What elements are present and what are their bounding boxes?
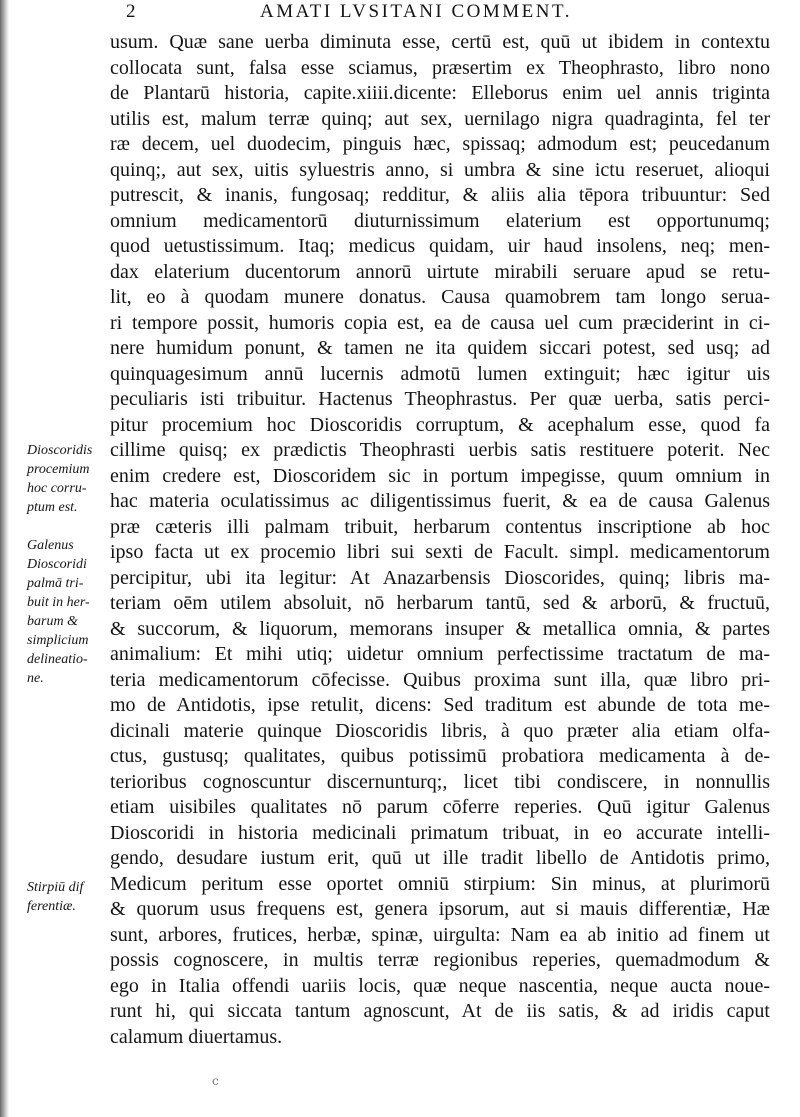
margin-note-line: delineatio-: [27, 652, 88, 667]
margin-note-line: ne.: [27, 671, 44, 686]
text-line: ctus, gustusq; qualitates, quibus potissimū probatiora medicamenta à de-: [110, 745, 770, 767]
margin-note-line: barum &: [27, 614, 78, 629]
text-line: putrescit, & inanis, fungosaq; redditur, & aliis alia tēpora tribuuntur: Sed: [110, 184, 770, 206]
margin-note-line: buit in her-: [27, 595, 90, 610]
text-line: mo de Antidotis, ipse retulit, dicens: Sed traditum est abunde de tota me-: [110, 694, 770, 716]
text-line: collocata sunt, falsa esse sciamus, præsertim ex Theophrasto, libro nono: [110, 56, 770, 79]
margin-note-galenus-palma: [27, 536, 107, 688]
text-line: terioribus cognoscuntur discernunturq;, licet tibi condiscere, in nonnullis: [110, 770, 770, 793]
text-line: Dioscoridi in historia medicinali primatum tribuat, in eo accurate intelli-: [110, 821, 770, 844]
running-head: AMATI LVSITANI COMMENT.: [260, 1, 572, 22]
text-line: pitur procemium hoc Dioscoridis corruptum, & acephalum esse, quod fa: [110, 413, 770, 436]
margin-note-line: Dioscoridi: [27, 557, 87, 572]
text-line: hac materia oculatissimus ac diligentissimus fuerit, & ea de causa Galenus: [110, 490, 770, 512]
text-line: utilis est, malum terræ quinq; aut sex, uernilago nigra quadraginta, fel ter: [110, 107, 770, 130]
binding-gutter-shadow: [0, 0, 9, 1117]
text-line: teria medicamentorum cōfecisse. Quibus proxima sunt illa, quæ libro pri-: [110, 668, 770, 691]
text-line: calamum diuertamus.: [110, 1025, 283, 1048]
margin-note-line: procemium: [27, 462, 90, 477]
text-line: teriam oēm utilem absoluit, nō herbarum tantū, sed & arborū, & fructuū,: [110, 592, 770, 614]
margin-note-line: Galenus: [27, 538, 74, 553]
text-line: possis cognoscere, in multis terræ regionibus reperies, quemadmodum &: [110, 949, 770, 971]
margin-note-line: ptum est.: [27, 500, 78, 515]
text-line: enim credere est, Dioscoridem sic in portum impegisse, quum omnium in: [110, 464, 770, 487]
margin-note-line: hoc corru-: [27, 481, 87, 496]
text-line: ri tempore possit, humoris copia est, ea de causa uel cum præciderint in ci-: [110, 311, 770, 334]
text-line: peculiaris isti tribuitur. Hactenus Theophrastus. Per quæ uerba, satis perci-: [110, 388, 770, 410]
text-line: de Plantarū historia, capite.xiiii.dicente: Elleborus enim uel annis triginta: [110, 82, 770, 104]
text-line: Medicum peritum esse oportet omniū stirpium: Sin minus, at plurimorū: [110, 872, 770, 895]
text-line: sunt, arbores, frutices, herbæ, spinæ, uirgulta: Nam ea ab initio ad finem ut: [110, 923, 770, 946]
text-line: ego in Italia offendi uariis locis, quæ neque nascentia, neque aucta noue-: [110, 974, 770, 997]
text-line: percipitur, ubi ita legitur: At Anazarbensis Dioscorides, quinq; libris ma-: [110, 566, 770, 589]
text-line: dax elaterium ducentorum annorū uirtute mirabili seruare apud se retu-: [110, 260, 770, 283]
text-line: lit, eo à quodam munere donatus. Causa quamobrem tam longo serua-: [110, 286, 770, 308]
margin-note-line: palmā tri-: [27, 576, 84, 591]
margin-note-line: Stirpiū dif: [27, 880, 84, 895]
stray-mark: c: [212, 1074, 219, 1088]
text-line: dicinali materie quinque Dioscoridis libris, à quo præter alia etiam olfa-: [110, 719, 770, 742]
main-text-block: [110, 30, 770, 1050]
margin-note-dioscoridis-procemium: [27, 441, 107, 517]
text-line: quinq;, aut sex, uitis syluestris anno, si umbra & sine ictu reseruet, alioqui: [110, 158, 770, 181]
text-line: usum. Quæ sane uerba diminuta esse, certū est, quū ut ibidem in contextu: [110, 31, 770, 53]
page-number: 2: [126, 1, 136, 22]
text-line: & succorum, & liquorum, memorans insuper & metallica omnia, & partes: [110, 617, 770, 640]
page-header: [110, 0, 770, 24]
text-line: gendo, desudare iustum erit, quū ut ille tradit libello de Antidotis primo,: [110, 847, 770, 869]
text-line: quinquagesimum annū lucernis admotū lumen extinguit; hæc igitur uis: [110, 362, 770, 385]
text-line: cillime quisq; ex prædictis Theophrasti uerbis satis restituere poterit. Nec: [110, 439, 770, 461]
text-line: omnium medicamentorū diuturnissimum elaterium est opportunumq;: [110, 209, 770, 232]
text-line: runt hi, qui siccata tantum agnoscunt, At de iis satis, & ad iridis caput: [110, 1000, 770, 1022]
text-line: nere humidum ponunt, & tamen ne ita quidem siccari potest, sed usq; ad: [110, 337, 770, 359]
margin-note-stirpium-differentiae: [27, 878, 107, 916]
margin-note-line: ferentiæ.: [27, 899, 76, 914]
text-line: ipso facta ut ex procemio libri sui sexti de Facult. simpl. medicamentorum: [110, 541, 770, 563]
text-line: etiam uisibiles qualitates nō parum cōferre reperies. Quū igitur Galenus: [110, 796, 770, 818]
text-line: ræ decem, uel duodecim, pinguis hæc, spissaq; admodum est; peucedanum: [110, 133, 770, 155]
text-line: quod uetustissimum. Itaq; medicus quidam, uir haud insolens, neq; men-: [110, 235, 770, 257]
text-line: & quorum usus frequens est, genera ipsorum, aut si mauis differentiæ, Hæ: [110, 898, 770, 920]
margin-note-line: Dioscoridis: [27, 443, 93, 458]
text-line: præ cæteris illi palmam tribuit, herbarum contentus inscriptione ab hoc: [110, 515, 770, 538]
text-line: animalium: Et mihi utiq; uidetur omnium perfectissime tractatum de ma-: [110, 643, 770, 665]
margin-note-line: simplicium: [27, 633, 89, 648]
